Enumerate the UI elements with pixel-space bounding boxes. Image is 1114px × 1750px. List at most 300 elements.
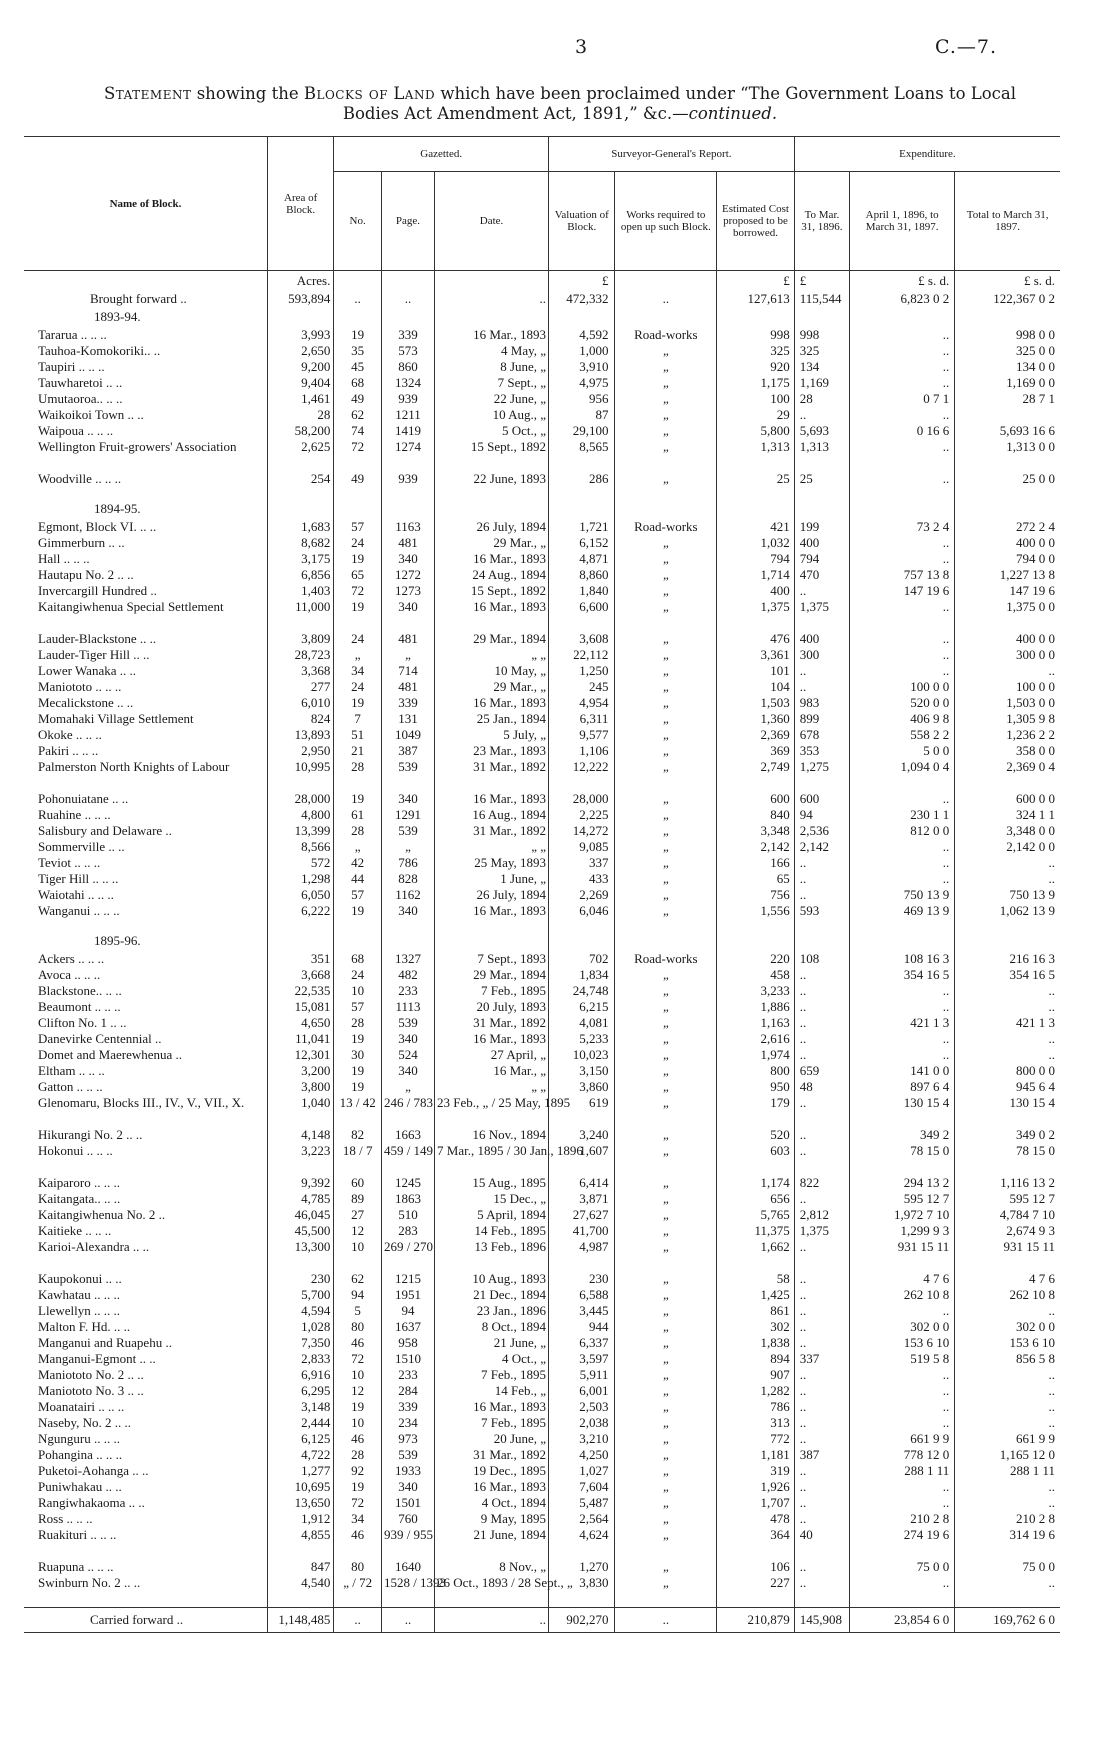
valuation-cell: 24,748	[549, 983, 615, 999]
valuation-cell: 472,332	[549, 291, 615, 307]
block-name-cell: Gimmerburn .. ..	[38, 535, 125, 550]
table-row	[24, 903, 1060, 919]
works-required-cell: „	[615, 983, 717, 999]
gazette-page-cell: 339	[381, 1399, 434, 1415]
gazette-date-cell: 16 Mar., „	[435, 1063, 549, 1079]
expenditure-total-cell: 2,142 0 0	[955, 839, 1060, 855]
gazette-no-cell	[334, 487, 382, 499]
area-cell: 3,200	[267, 1063, 333, 1079]
valuation-cell: 1,270	[549, 1559, 615, 1575]
valuation-cell: 41,700	[549, 1223, 615, 1239]
works-required-cell	[615, 499, 717, 519]
works-required-cell: „	[615, 855, 717, 871]
expenditure-1896-97-cell: ..	[850, 791, 955, 807]
estimated-cost-cell: 302	[717, 1319, 795, 1335]
gazette-page-cell: 481	[381, 631, 434, 647]
area-cell	[267, 919, 333, 931]
title-text-a: showing the	[196, 84, 299, 103]
estimated-cost-cell: 1,313	[717, 439, 795, 471]
expenditure-1896-97-cell: 147 19 6	[850, 583, 955, 599]
area-cell: 593,894	[267, 291, 333, 307]
gazette-no-cell: 46	[334, 1335, 382, 1351]
gazette-no-cell: 19	[334, 1399, 382, 1415]
expenditure-total-cell: 262 10 8	[955, 1287, 1060, 1303]
table-row	[24, 1383, 1060, 1399]
block-name-cell: Momahaki Village Settlement	[38, 711, 194, 726]
gazette-page-cell: 939 / 955	[381, 1527, 434, 1559]
works-required-cell	[615, 271, 717, 292]
expenditure-1896-97-cell: 520 0 0	[850, 695, 955, 711]
gazette-no-cell: 45	[334, 359, 382, 375]
table-row	[24, 1415, 1060, 1431]
block-name-cell: Lauder-Blackstone .. ..	[38, 631, 157, 646]
expenditure-to-1896-cell: ..	[794, 967, 849, 983]
valuation-cell: 87	[549, 407, 615, 423]
table-row	[24, 1335, 1060, 1351]
expenditure-1896-97-cell: 406 9 8	[850, 711, 955, 727]
works-required-cell: „	[615, 647, 717, 663]
valuation-cell: 1,840	[549, 583, 615, 599]
block-name-cell: Naseby, No. 2 .. ..	[38, 1415, 132, 1430]
gazette-no-cell: 57	[334, 999, 382, 1015]
block-name-cell: Wanganui .. .. ..	[38, 903, 120, 918]
expenditure-total-cell: 600 0 0	[955, 791, 1060, 807]
expenditure-1896-97-cell: 23,854 6 0	[850, 1608, 955, 1633]
valuation-cell: 6,414	[549, 1175, 615, 1191]
block-name-cell	[24, 919, 267, 931]
block-name-cell: Pakiri .. .. ..	[38, 743, 99, 758]
block-name-cell: Hautapu No. 2 .. ..	[38, 567, 134, 582]
valuation-cell: 3,871	[549, 1191, 615, 1207]
gazette-page-cell: 481	[381, 679, 434, 695]
works-required-cell: „	[615, 1367, 717, 1383]
estimated-cost-cell: 2,369	[717, 727, 795, 743]
gazette-date-cell: 31 Mar., 1892	[435, 759, 549, 791]
block-name-cell: Maniototo No. 3 .. ..	[38, 1383, 144, 1398]
expenditure-to-1896-cell: 2,142	[794, 839, 849, 855]
gazette-date-cell: 16 Mar., 1893	[435, 903, 549, 919]
works-required-cell: „	[615, 343, 717, 359]
expenditure-total-cell	[955, 487, 1060, 499]
block-name-cell: Umutaoroa.. .. ..	[38, 391, 123, 406]
gazette-no-cell: 61	[334, 807, 382, 823]
expenditure-to-1896-cell: 108	[794, 951, 849, 967]
block-name-cell: Beaumont .. .. ..	[38, 999, 121, 1014]
expenditure-to-1896-cell: ..	[794, 1047, 849, 1063]
gazette-date-cell: 25 Jan., 1894	[435, 711, 549, 727]
area-cell: 6,295	[267, 1383, 333, 1399]
gazette-page-cell	[381, 919, 434, 931]
table-row	[24, 743, 1060, 759]
valuation-cell	[549, 499, 615, 519]
block-name-cell: Carried forward ..	[24, 1608, 267, 1633]
gazette-no-cell: 30	[334, 1047, 382, 1063]
valuation-cell: 2,564	[549, 1511, 615, 1527]
works-required-cell: „	[615, 823, 717, 839]
expenditure-1896-97-cell	[850, 307, 955, 327]
block-name-cell: Waiotahi .. .. ..	[38, 887, 114, 902]
works-required-cell: „	[615, 711, 717, 727]
expenditure-to-1896-cell: ..	[794, 887, 849, 903]
expenditure-total-cell: 400 0 0	[955, 631, 1060, 647]
works-required-cell: „	[615, 871, 717, 887]
block-name-cell: Kaitieke .. .. ..	[38, 1223, 112, 1238]
expenditure-1896-97-cell: 4 7 6	[850, 1271, 955, 1287]
gazette-no-cell: 18 / 7	[334, 1143, 382, 1175]
gazette-date-cell: 16 Mar., 1893	[435, 551, 549, 567]
gazette-page-cell: 233	[381, 1367, 434, 1383]
estimated-cost-cell: 227	[717, 1575, 795, 1608]
gazette-page-cell: 1274	[381, 439, 434, 471]
expenditure-total-cell: 1,503 0 0	[955, 695, 1060, 711]
estimated-cost-cell: 1,556	[717, 903, 795, 919]
area-cell: 6,050	[267, 887, 333, 903]
expenditure-1896-97-cell: ..	[850, 1399, 955, 1415]
gazette-no-cell: 7	[334, 711, 382, 727]
expenditure-to-1896-cell: ..	[794, 1479, 849, 1495]
gazette-date-cell: 31 Mar., 1892	[435, 823, 549, 839]
expenditure-total-cell: ..	[955, 1479, 1060, 1495]
gazette-no-cell: ..	[334, 1608, 382, 1633]
area-cell: 12,301	[267, 1047, 333, 1063]
expenditure-to-1896-cell: 822	[794, 1175, 849, 1191]
expenditure-total-cell	[955, 931, 1060, 951]
expenditure-to-1896-cell: 134	[794, 359, 849, 375]
gazette-date-cell: 23 Jan., 1896	[435, 1303, 549, 1319]
area-cell: 13,893	[267, 727, 333, 743]
expenditure-to-1896-cell: 337	[794, 1351, 849, 1367]
expenditure-to-1896-cell: 400	[794, 631, 849, 647]
table-row	[24, 647, 1060, 663]
block-name-cell	[24, 271, 267, 292]
gazette-no-cell: 57	[334, 887, 382, 903]
block-name-cell: Rangiwhakaoma .. ..	[38, 1495, 145, 1510]
block-name-cell: Waipoua .. .. ..	[38, 423, 114, 438]
expenditure-total-cell: 1,305 9 8	[955, 711, 1060, 727]
estimated-cost-cell	[717, 919, 795, 931]
valuation-cell: 944	[549, 1319, 615, 1335]
area-cell: 1,040	[267, 1095, 333, 1127]
valuation-cell: 2,269	[549, 887, 615, 903]
block-name-cell: Pohangina .. .. ..	[38, 1447, 123, 1462]
gazette-page-cell: 283	[381, 1223, 434, 1239]
estimated-cost-cell	[717, 487, 795, 499]
works-required-cell: „	[615, 1399, 717, 1415]
gazette-page-cell: 539	[381, 1447, 434, 1463]
expenditure-to-1896-cell: ..	[794, 855, 849, 871]
gazette-page-cell: 340	[381, 599, 434, 631]
col-date-header: Date.	[435, 172, 549, 271]
table-row	[24, 839, 1060, 855]
title-blocks: Blocks of	[303, 84, 389, 103]
gazette-date-cell: 5 July, „	[435, 727, 549, 743]
expenditure-total-cell: 1,116 13 2	[955, 1175, 1060, 1191]
gazette-date-cell	[435, 919, 549, 931]
expenditure-total-cell: ..	[955, 855, 1060, 871]
valuation-cell: 7,604	[549, 1479, 615, 1495]
table-row	[24, 999, 1060, 1015]
gazette-date-cell: 20 July, 1893	[435, 999, 549, 1015]
area-cell: 7,350	[267, 1335, 333, 1351]
expenditure-1896-97-cell: ..	[850, 839, 955, 855]
area-cell: 3,809	[267, 631, 333, 647]
expenditure-total-cell: 134 0 0	[955, 359, 1060, 375]
gazette-page-cell: 958	[381, 1335, 434, 1351]
area-cell: 2,833	[267, 1351, 333, 1367]
block-name-cell: Palmerston North Knights of Labour	[38, 759, 230, 774]
gazette-no-cell: 19	[334, 695, 382, 711]
table-row	[24, 1351, 1060, 1367]
expenditure-to-1896-cell: 2,536	[794, 823, 849, 839]
works-required-cell: „	[615, 1495, 717, 1511]
gazette-no-cell: 13 / 42	[334, 1095, 382, 1127]
area-cell	[267, 931, 333, 951]
valuation-cell: 22,112	[549, 647, 615, 663]
area-cell: 3,368	[267, 663, 333, 679]
works-required-cell: „	[615, 375, 717, 391]
expenditure-to-1896-cell	[794, 487, 849, 499]
expenditure-1896-97-cell: 5 0 0	[850, 743, 955, 759]
expenditure-total-cell: ..	[955, 1047, 1060, 1063]
block-name-cell: Tiger Hill .. .. ..	[38, 871, 119, 886]
expenditure-1896-97-cell: 354 16 5	[850, 967, 955, 983]
area-cell: 46,045	[267, 1207, 333, 1223]
block-name-cell: Brought forward ..	[90, 291, 187, 306]
expenditure-1896-97-cell: ..	[850, 647, 955, 663]
valuation-cell: 619	[549, 1095, 615, 1127]
expenditure-total-cell: 750 13 9	[955, 887, 1060, 903]
expenditure-total-cell: 169,762 6 0	[955, 1608, 1060, 1633]
block-name-cell: Moanatairi .. .. ..	[38, 1399, 125, 1414]
works-required-cell: „	[615, 1095, 717, 1127]
valuation-cell: 2,503	[549, 1399, 615, 1415]
gazette-no-cell: 34	[334, 663, 382, 679]
estimated-cost-cell: 11,375	[717, 1223, 795, 1239]
expenditure-to-1896-cell: 400	[794, 535, 849, 551]
expenditure-1896-97-cell: ..	[850, 1047, 955, 1063]
gazette-page-cell: 1640	[381, 1559, 434, 1575]
valuation-cell: 3,445	[549, 1303, 615, 1319]
table-row	[24, 1271, 1060, 1287]
valuation-cell: 4,954	[549, 695, 615, 711]
area-cell: 1,028	[267, 1319, 333, 1335]
gazette-page-cell: 459 / 149	[381, 1143, 434, 1175]
expenditure-total-cell: 931 15 11	[955, 1239, 1060, 1271]
expenditure-total-cell: 1,313 0 0	[955, 439, 1060, 471]
table-row	[24, 343, 1060, 359]
expenditure-to-1896-cell: ..	[794, 1559, 849, 1575]
expenditure-to-1896-cell: 115,544	[794, 291, 849, 307]
works-required-cell: „	[615, 1559, 717, 1575]
works-required-cell: „	[615, 1415, 717, 1431]
gazette-date-cell: „ „	[435, 839, 549, 855]
area-cell: 2,650	[267, 343, 333, 359]
works-required-cell: „	[615, 1079, 717, 1095]
gazette-no-cell: 19	[334, 1063, 382, 1079]
gazette-date-cell	[435, 931, 549, 951]
expenditure-1896-97-cell: 1,094 0 4	[850, 759, 955, 791]
works-required-cell: Road-works	[615, 951, 717, 967]
gazette-page-cell: 973	[381, 1431, 434, 1447]
block-name-cell: Kaiparoro .. .. ..	[38, 1175, 120, 1190]
valuation-cell	[549, 931, 615, 951]
area-cell	[267, 499, 333, 519]
gazette-page-cell: 860	[381, 359, 434, 375]
gazette-date-cell: 29 Mar., „	[435, 679, 549, 695]
table-row	[24, 1239, 1060, 1271]
table-row	[24, 919, 1060, 931]
block-name-cell: Teviot .. .. ..	[38, 855, 101, 870]
valuation-cell: 1,607	[549, 1143, 615, 1175]
area-cell: 6,916	[267, 1367, 333, 1383]
estimated-cost-cell: 3,348	[717, 823, 795, 839]
estimated-cost-cell: 25	[717, 471, 795, 487]
expenditure-to-1896-cell: ..	[794, 583, 849, 599]
gazette-page-cell: 1273	[381, 583, 434, 599]
block-name-cell: Ruapuna .. .. ..	[38, 1559, 114, 1574]
expenditure-total-cell: ..	[955, 1367, 1060, 1383]
gazette-page-cell: 524	[381, 1047, 434, 1063]
valuation-cell: 8,860	[549, 567, 615, 583]
works-required-cell: „	[615, 1303, 717, 1319]
gazette-page-cell: 1163	[381, 519, 434, 535]
gazette-no-cell: 12	[334, 1223, 382, 1239]
gazette-date-cell	[435, 487, 549, 499]
expenditure-total-cell: 1,169 0 0	[955, 375, 1060, 391]
area-cell: 4,722	[267, 1447, 333, 1463]
expenditure-total-cell: ..	[955, 1575, 1060, 1608]
block-name-cell: Ngunguru .. .. ..	[38, 1431, 120, 1446]
expenditure-total-cell: 856 5 8	[955, 1351, 1060, 1367]
works-required-cell	[615, 919, 717, 931]
gazette-no-cell: 34	[334, 1511, 382, 1527]
area-cell: 3,175	[267, 551, 333, 567]
gazette-page-cell: 539	[381, 823, 434, 839]
gazette-no-cell: 89	[334, 1191, 382, 1207]
expenditure-total-cell: 25 0 0	[955, 471, 1060, 487]
expenditure-to-1896-cell: ..	[794, 1367, 849, 1383]
valuation-cell: 245	[549, 679, 615, 695]
works-required-cell: „	[615, 423, 717, 439]
expenditure-to-1896-cell: ..	[794, 1511, 849, 1527]
expenditure-to-1896-cell	[794, 931, 849, 951]
estimated-cost-cell: 756	[717, 887, 795, 903]
gazette-date-cell: 15 Aug., 1895	[435, 1175, 549, 1191]
valuation-cell	[549, 487, 615, 499]
gazette-date-cell: 19 Dec., 1895	[435, 1463, 549, 1479]
gazette-date-cell: „ „	[435, 1079, 549, 1095]
valuation-cell: 4,871	[549, 551, 615, 567]
expenditure-total-cell: 2,674 9 3	[955, 1223, 1060, 1239]
gazette-date-cell: 16 Nov., 1894	[435, 1127, 549, 1143]
gazette-date-cell: 26 July, 1894	[435, 519, 549, 535]
expenditure-total-cell: 595 12 7	[955, 1191, 1060, 1207]
gazette-no-cell: 46	[334, 1527, 382, 1559]
col-name-header: Name of Block.	[24, 137, 267, 271]
gazette-date-cell: 29 Mar., „	[435, 535, 549, 551]
gazette-date-cell: ..	[435, 291, 549, 307]
works-required-cell: „	[615, 759, 717, 791]
page-number: 3	[575, 36, 588, 58]
works-required-cell: „	[615, 1239, 717, 1271]
gazette-page-cell: 939	[381, 471, 434, 487]
valuation-cell: 433	[549, 871, 615, 887]
expenditure-total-cell: 153 6 10	[955, 1335, 1060, 1351]
expenditure-1896-97-cell: 1,299 9 3	[850, 1223, 955, 1239]
gazette-page-cell: 1272	[381, 567, 434, 583]
area-cell: 10,695	[267, 1479, 333, 1495]
gazette-page-cell: 1327	[381, 951, 434, 967]
block-name-cell: Llewellyn .. .. ..	[38, 1303, 120, 1318]
works-required-cell: „	[615, 1479, 717, 1495]
expenditure-to-1896-cell: 678	[794, 727, 849, 743]
gazette-no-cell: 5	[334, 1303, 382, 1319]
valuation-cell: 4,250	[549, 1447, 615, 1463]
valuation-cell: 702	[549, 951, 615, 967]
table-row	[24, 711, 1060, 727]
block-name-cell: Domet and Maerewhenua ..	[38, 1047, 183, 1062]
valuation-cell: 286	[549, 471, 615, 487]
area-cell: 2,625	[267, 439, 333, 471]
expenditure-1896-97-cell: ..	[850, 983, 955, 999]
area-cell	[267, 307, 333, 327]
gazette-no-cell: 21	[334, 743, 382, 759]
paper-code: C.—7.	[935, 36, 998, 58]
works-required-cell: „	[615, 1335, 717, 1351]
block-name-cell: Tauwharetoi .. ..	[38, 375, 123, 390]
expenditure-1896-97-cell: 153 6 10	[850, 1335, 955, 1351]
works-required-cell: „	[615, 1431, 717, 1447]
expenditure-1896-97-cell: ..	[850, 1383, 955, 1399]
table-row	[24, 1223, 1060, 1239]
works-required-cell: „	[615, 1015, 717, 1031]
area-cell	[267, 487, 333, 499]
table-row	[24, 1127, 1060, 1143]
gazette-page-cell: 340	[381, 903, 434, 919]
block-name-cell: Karioi-Alexandra .. ..	[38, 1239, 150, 1254]
expenditure-1896-97-cell: 274 19 6	[850, 1527, 955, 1559]
estimated-cost-cell: 840	[717, 807, 795, 823]
expenditure-to-1896-cell: 353	[794, 743, 849, 759]
expenditure-total-cell: ..	[955, 1399, 1060, 1415]
expenditure-1896-97-cell: 6,823 0 2	[850, 291, 955, 307]
valuation-cell: 956	[549, 391, 615, 407]
estimated-cost-cell: 369	[717, 743, 795, 759]
gazette-page-cell: 233	[381, 983, 434, 999]
estimated-cost-cell: 3,361	[717, 647, 795, 663]
estimated-cost-cell: 106	[717, 1559, 795, 1575]
estimated-cost-cell: 400	[717, 583, 795, 599]
expenditure-total-cell: 3,348 0 0	[955, 823, 1060, 839]
expenditure-to-1896-cell: 5,693	[794, 423, 849, 439]
gazette-date-cell: 23 Mar., 1893	[435, 743, 549, 759]
works-required-cell: „	[615, 695, 717, 711]
valuation-cell: 1,250	[549, 663, 615, 679]
works-required-cell: „	[615, 1031, 717, 1047]
table-row	[24, 1431, 1060, 1447]
valuation-cell: 1,106	[549, 743, 615, 759]
works-required-cell: „	[615, 1191, 717, 1207]
gazette-date-cell: 14 Feb., 1895	[435, 1223, 549, 1239]
table-row	[24, 535, 1060, 551]
works-required-cell: ..	[615, 1608, 717, 1633]
estimated-cost-cell: 861	[717, 1303, 795, 1319]
estimated-cost-cell: 2,142	[717, 839, 795, 855]
gazette-no-cell: 19	[334, 551, 382, 567]
area-cell: 2,950	[267, 743, 333, 759]
col-total-header: Total to March 31, 1897.	[955, 172, 1060, 271]
gazette-date-cell: 5 April, 1894	[435, 1207, 549, 1223]
